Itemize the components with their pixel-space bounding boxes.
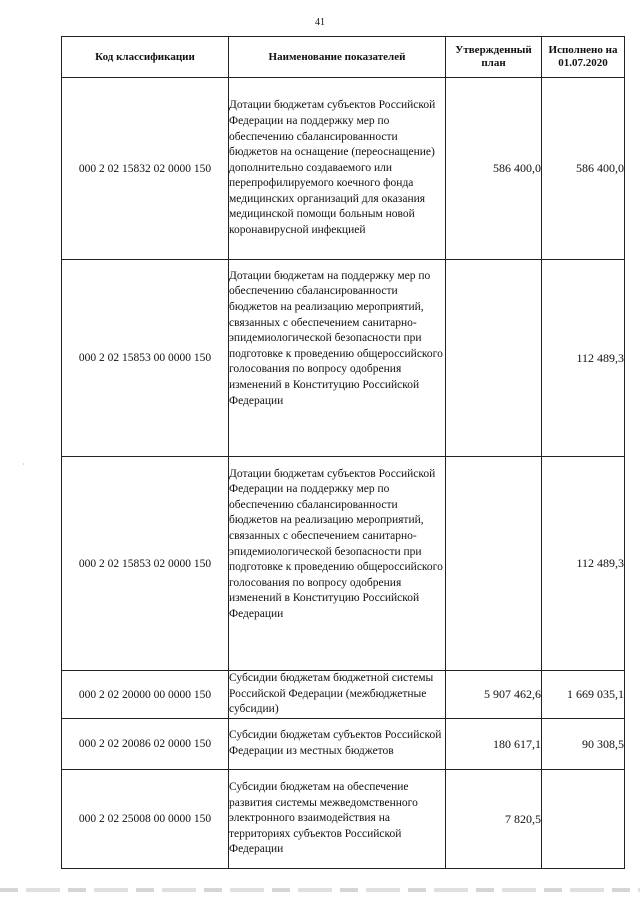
scan-edge (0, 888, 640, 892)
row-code: 000 2 02 25008 00 0000 150 (62, 770, 229, 869)
header-name: Наименование показателей (229, 37, 446, 78)
row-plan (446, 260, 542, 457)
row-done: 112 489,3 (542, 260, 625, 457)
row-done: 1 669 035,1 (542, 671, 625, 719)
row-code: 000 2 02 15853 00 0000 150 (62, 260, 229, 457)
row-name: Дотации бюджетам на поддержку мер по обеспечению сбалансированности бюджетов на реализацию мероприятий, связанных с обеспечением санитарно-эпидемиологической безопасности при подготовке к проведению общероссийского голосования по вопросу одобрения изменений в Конституцию Российской Федерации (229, 260, 446, 457)
row-done: 90 308,5 (542, 719, 625, 770)
table-row (62, 770, 625, 869)
row-code: 000 2 02 20000 00 0000 150 (62, 671, 229, 719)
row-code: 000 2 02 15853 02 0000 150 (62, 457, 229, 671)
table-row (62, 719, 625, 770)
table-row (62, 260, 625, 457)
scan-artifact: · (22, 460, 25, 469)
row-code: 000 2 02 15832 02 0000 150 (62, 78, 229, 260)
row-name: Дотации бюджетам субъектов Российской Федерации на поддержку мер по обеспечению сбалансированности бюджетов на реализацию мероприятий, связанных с обеспечением санитарно-эпидемиологической безопасности при подготовке к проведению общероссийского голосования по вопросу одобрения изменений в Конституцию Российской Федерации (229, 457, 446, 671)
row-plan (446, 457, 542, 671)
table-row (62, 457, 625, 671)
row-done: 586 400,0 (542, 78, 625, 260)
row-code: 000 2 02 20086 02 0000 150 (62, 719, 229, 770)
header-plan: Утвержденный план (446, 37, 542, 78)
row-name: Субсидии бюджетам субъектов Российской Федерации из местных бюджетов (229, 719, 446, 770)
row-plan: 5 907 462,6 (446, 671, 542, 719)
row-name: Дотации бюджетам субъектов Российской Федерации на поддержку мер по обеспечению сбалансированности бюджетов на оснащение (переоснащение) дополнительно создаваемого или перепрофилируемого коечного фонда медицинских организаций для оказания медицинской помощи больным новой коронавирусной инфекцией (229, 78, 446, 260)
row-done: 112 489,3 (542, 457, 625, 671)
row-name: Субсидии бюджетам на обеспечение развития системы межведомственного электронного взаимодействия на территориях субъектов Российской Федерации (229, 770, 446, 869)
table-row (62, 671, 625, 719)
header-code: Код классификации (62, 37, 229, 78)
budget-table (61, 36, 625, 869)
row-plan: 7 820,5 (446, 770, 542, 869)
table-header-row (62, 37, 625, 78)
page-number: 41 (315, 17, 325, 28)
row-plan: 180 617,1 (446, 719, 542, 770)
row-name: Субсидии бюджетам бюджетной системы Российской Федерации (межбюджетные субсидии) (229, 671, 446, 719)
row-plan: 586 400,0 (446, 78, 542, 260)
row-done (542, 770, 625, 869)
header-done: Исполнено на 01.07.2020 (542, 37, 625, 78)
table-row (62, 78, 625, 260)
